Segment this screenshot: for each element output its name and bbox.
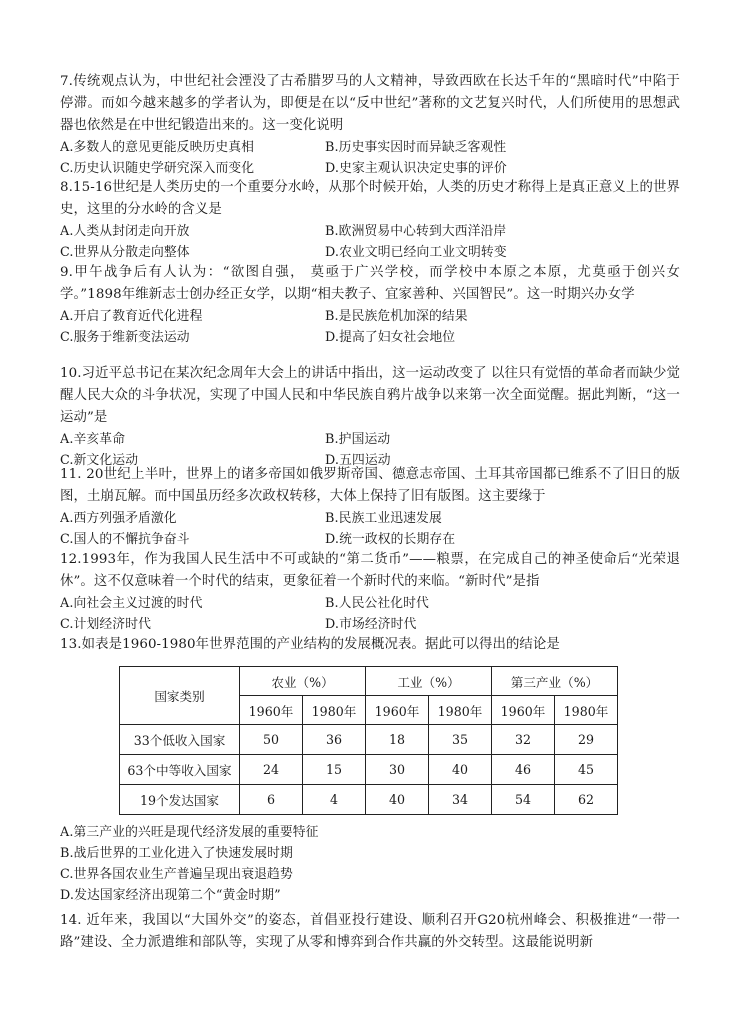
question-stem [60, 910, 680, 954]
question-12 [60, 549, 680, 635]
industry-structure-table [119, 666, 618, 815]
table-row [120, 755, 618, 785]
question-number: 8. [60, 180, 73, 195]
question-8 [60, 177, 680, 263]
option-list [60, 593, 680, 635]
option-c[interactable]: C.世界各国农业生产普遍呈现出衰退趋势 [60, 867, 293, 882]
option-c[interactable]: C.历史认识随史学研究深入而变化 [60, 161, 255, 176]
option-d[interactable]: D.五四运动 [325, 453, 391, 468]
question-14 [60, 910, 680, 954]
table-year-header: 1960年 [492, 696, 555, 725]
table-cell: 29 [555, 725, 618, 755]
table-cell: 36 [303, 725, 366, 755]
option-a[interactable]: A.第三产业的兴旺是现代经济发展的重要特征 [60, 825, 319, 840]
option-list [60, 508, 680, 550]
option-list [60, 221, 680, 263]
question-stem [60, 363, 680, 429]
option-d[interactable]: D.发达国家经济出现第二个“黄金时期” [60, 888, 281, 903]
option-b[interactable]: B.是民族危机加深的结果 [325, 309, 468, 324]
question-stem [60, 634, 680, 656]
table-corner-cell: 国家类别 [120, 667, 240, 725]
question-number: 7. [60, 74, 73, 89]
option-a[interactable]: A.多数人的意见更能反映历史真相 [60, 140, 255, 155]
question-stem [60, 177, 680, 221]
row-label: 33个低收入国家 [120, 725, 240, 755]
table-year-header: 1960年 [240, 696, 303, 725]
table-group-header: 工业（%） [366, 667, 492, 696]
option-d[interactable]: D.统一政权的长期存在 [325, 532, 456, 547]
table-cell: 46 [492, 755, 555, 785]
table-cell: 54 [492, 785, 555, 815]
table-cell: 4 [303, 785, 366, 815]
question-stem [60, 549, 680, 593]
question-text: 甲午战争后有人认为：“欲图自强， 莫亟于广兴学校，而学校中本原之本原，尤莫亟于创兴女学。”1898年维新志士创办经正女学，以期“相夫教子、宜家善种、兴国智民”。这一时期兴办女学 [60, 265, 680, 302]
question-11 [60, 464, 680, 550]
question-text: 1993年，作为我国人民生活中不可或缺的“第二货币”——粮票，在完成自己的神圣使命后“光荣退休”。这不仅意味着一个时代的结束，更象征着一个新时代的来临。“新时代”是指 [60, 552, 680, 589]
option-b[interactable]: B.历史事实因时而异缺乏客观性 [325, 140, 507, 155]
option-list [60, 137, 680, 179]
question-stem [60, 464, 680, 508]
option-c[interactable]: C.服务于维新变法运动 [60, 330, 190, 345]
option-a[interactable]: A.人类从封闭走向开放 [60, 224, 190, 239]
table-cell: 15 [303, 755, 366, 785]
option-a[interactable]: A.向社会主义过渡的时代 [60, 596, 203, 611]
table-cell: 62 [555, 785, 618, 815]
option-b[interactable]: B.战后世界的工业化进入了快速发展时期 [60, 846, 293, 861]
question-number: 9. [60, 265, 73, 280]
option-c[interactable]: C.国人的不懈抗争奋斗 [60, 532, 190, 547]
question-9 [60, 262, 680, 348]
question-13-options [60, 822, 680, 906]
question-text: 20世纪上半叶，世界上的诸多帝国如俄罗斯帝国、德意志帝国、土耳其帝国都已维系不了旧日的版图，土崩瓦解。而中国虽历经多次政权转移，大体上保持了旧有版图。这主要缘于 [60, 467, 680, 504]
table-cell: 35 [429, 725, 492, 755]
question-number: 14. [60, 913, 82, 928]
question-text: 习近平总书记在某次纪念周年大会上的讲话中指出，这一运动改变了 以往只有觉悟的革命者而缺少觉醒人民大众的斗争状况，实现了中国人民和中华民族自鸦片战争以来第一次全面觉醒。据此判断，“这一运动”是 [60, 366, 680, 425]
table-cell: 18 [366, 725, 429, 755]
option-a[interactable]: A.西方列强矛盾激化 [60, 511, 177, 526]
option-list [60, 822, 680, 906]
table-year-header: 1980年 [555, 696, 618, 725]
question-number: 12. [60, 552, 82, 567]
question-text: 如表是1960-1980年世界范围的产业结构的发展概况表。据此可以得出的结论是 [81, 637, 560, 652]
table-cell: 50 [240, 725, 303, 755]
question-number: 11. [60, 467, 82, 482]
table-row [120, 785, 618, 815]
table-year-header: 1980年 [303, 696, 366, 725]
table-cell: 40 [366, 785, 429, 815]
option-a[interactable]: A.开启了教育近代化进程 [60, 309, 203, 324]
option-a[interactable]: A.辛亥革命 [60, 432, 126, 447]
option-list [60, 306, 680, 348]
table-header-row [120, 667, 618, 696]
question-number: 13. [60, 637, 82, 652]
option-b[interactable]: B.欧洲贸易中心转到大西洋沿岸 [325, 224, 507, 239]
question-number: 10. [60, 366, 82, 381]
table-cell: 45 [555, 755, 618, 785]
option-c[interactable]: C.世界从分散走向整体 [60, 245, 190, 260]
question-10 [60, 363, 680, 471]
table-cell: 30 [366, 755, 429, 785]
question-7 [60, 71, 680, 179]
table-cell: 6 [240, 785, 303, 815]
option-d[interactable]: D.史家主观认识决定史事的评价 [325, 161, 507, 176]
question-text: 近年来，我国以“大国外交”的姿态，首倡亚投行建设、顺利召开G20杭州峰会、积极推进“一带一路”建设、全力派遣维和部队等，实现了从零和博弈到合作共赢的外交转型。这最能说明新 [60, 913, 680, 950]
option-d[interactable]: D.提高了妇女社会地位 [325, 330, 456, 345]
question-stem [60, 262, 680, 306]
table-year-header: 1960年 [366, 696, 429, 725]
table-group-header: 农业（%） [240, 667, 366, 696]
question-13 [60, 634, 680, 656]
question-text: 15-16世纪是人类历史的一个重要分水岭，从那个时候开始，人类的历史才称得上是真正意义上的世界史，这里的分水岭的含义是 [60, 180, 680, 217]
option-d[interactable]: D.市场经济时代 [325, 617, 417, 632]
table-cell: 34 [429, 785, 492, 815]
table-cell: 24 [240, 755, 303, 785]
table-group-header: 第三产业（%） [492, 667, 618, 696]
table-cell: 40 [429, 755, 492, 785]
option-d[interactable]: D.农业文明已经向工业文明转变 [325, 245, 507, 260]
option-c[interactable]: C.计划经济时代 [60, 617, 151, 632]
row-label: 63个中等收入国家 [120, 755, 240, 785]
question-text: 传统观点认为，中世纪社会湮没了古希腊罗马的人文精神，导致西欧在长达千年的“黑暗时代”中陷于停滞。而如今越来越多的学者认为，即便是在以“反中世纪”著称的文艺复兴时代，人们所使用的思想武器也依然是在中世纪锻造出来的。这一变化说明 [60, 74, 680, 133]
option-b[interactable]: B.护国运动 [325, 432, 391, 447]
question-stem [60, 71, 680, 137]
option-b[interactable]: B.人民公社化时代 [325, 596, 429, 611]
option-b[interactable]: B.民族工业迅速发展 [325, 511, 442, 526]
table-cell: 32 [492, 725, 555, 755]
table-year-header: 1980年 [429, 696, 492, 725]
table-row [120, 725, 618, 755]
row-label: 19个发达国家 [120, 785, 240, 815]
option-c[interactable]: C.新文化运动 [60, 453, 139, 468]
